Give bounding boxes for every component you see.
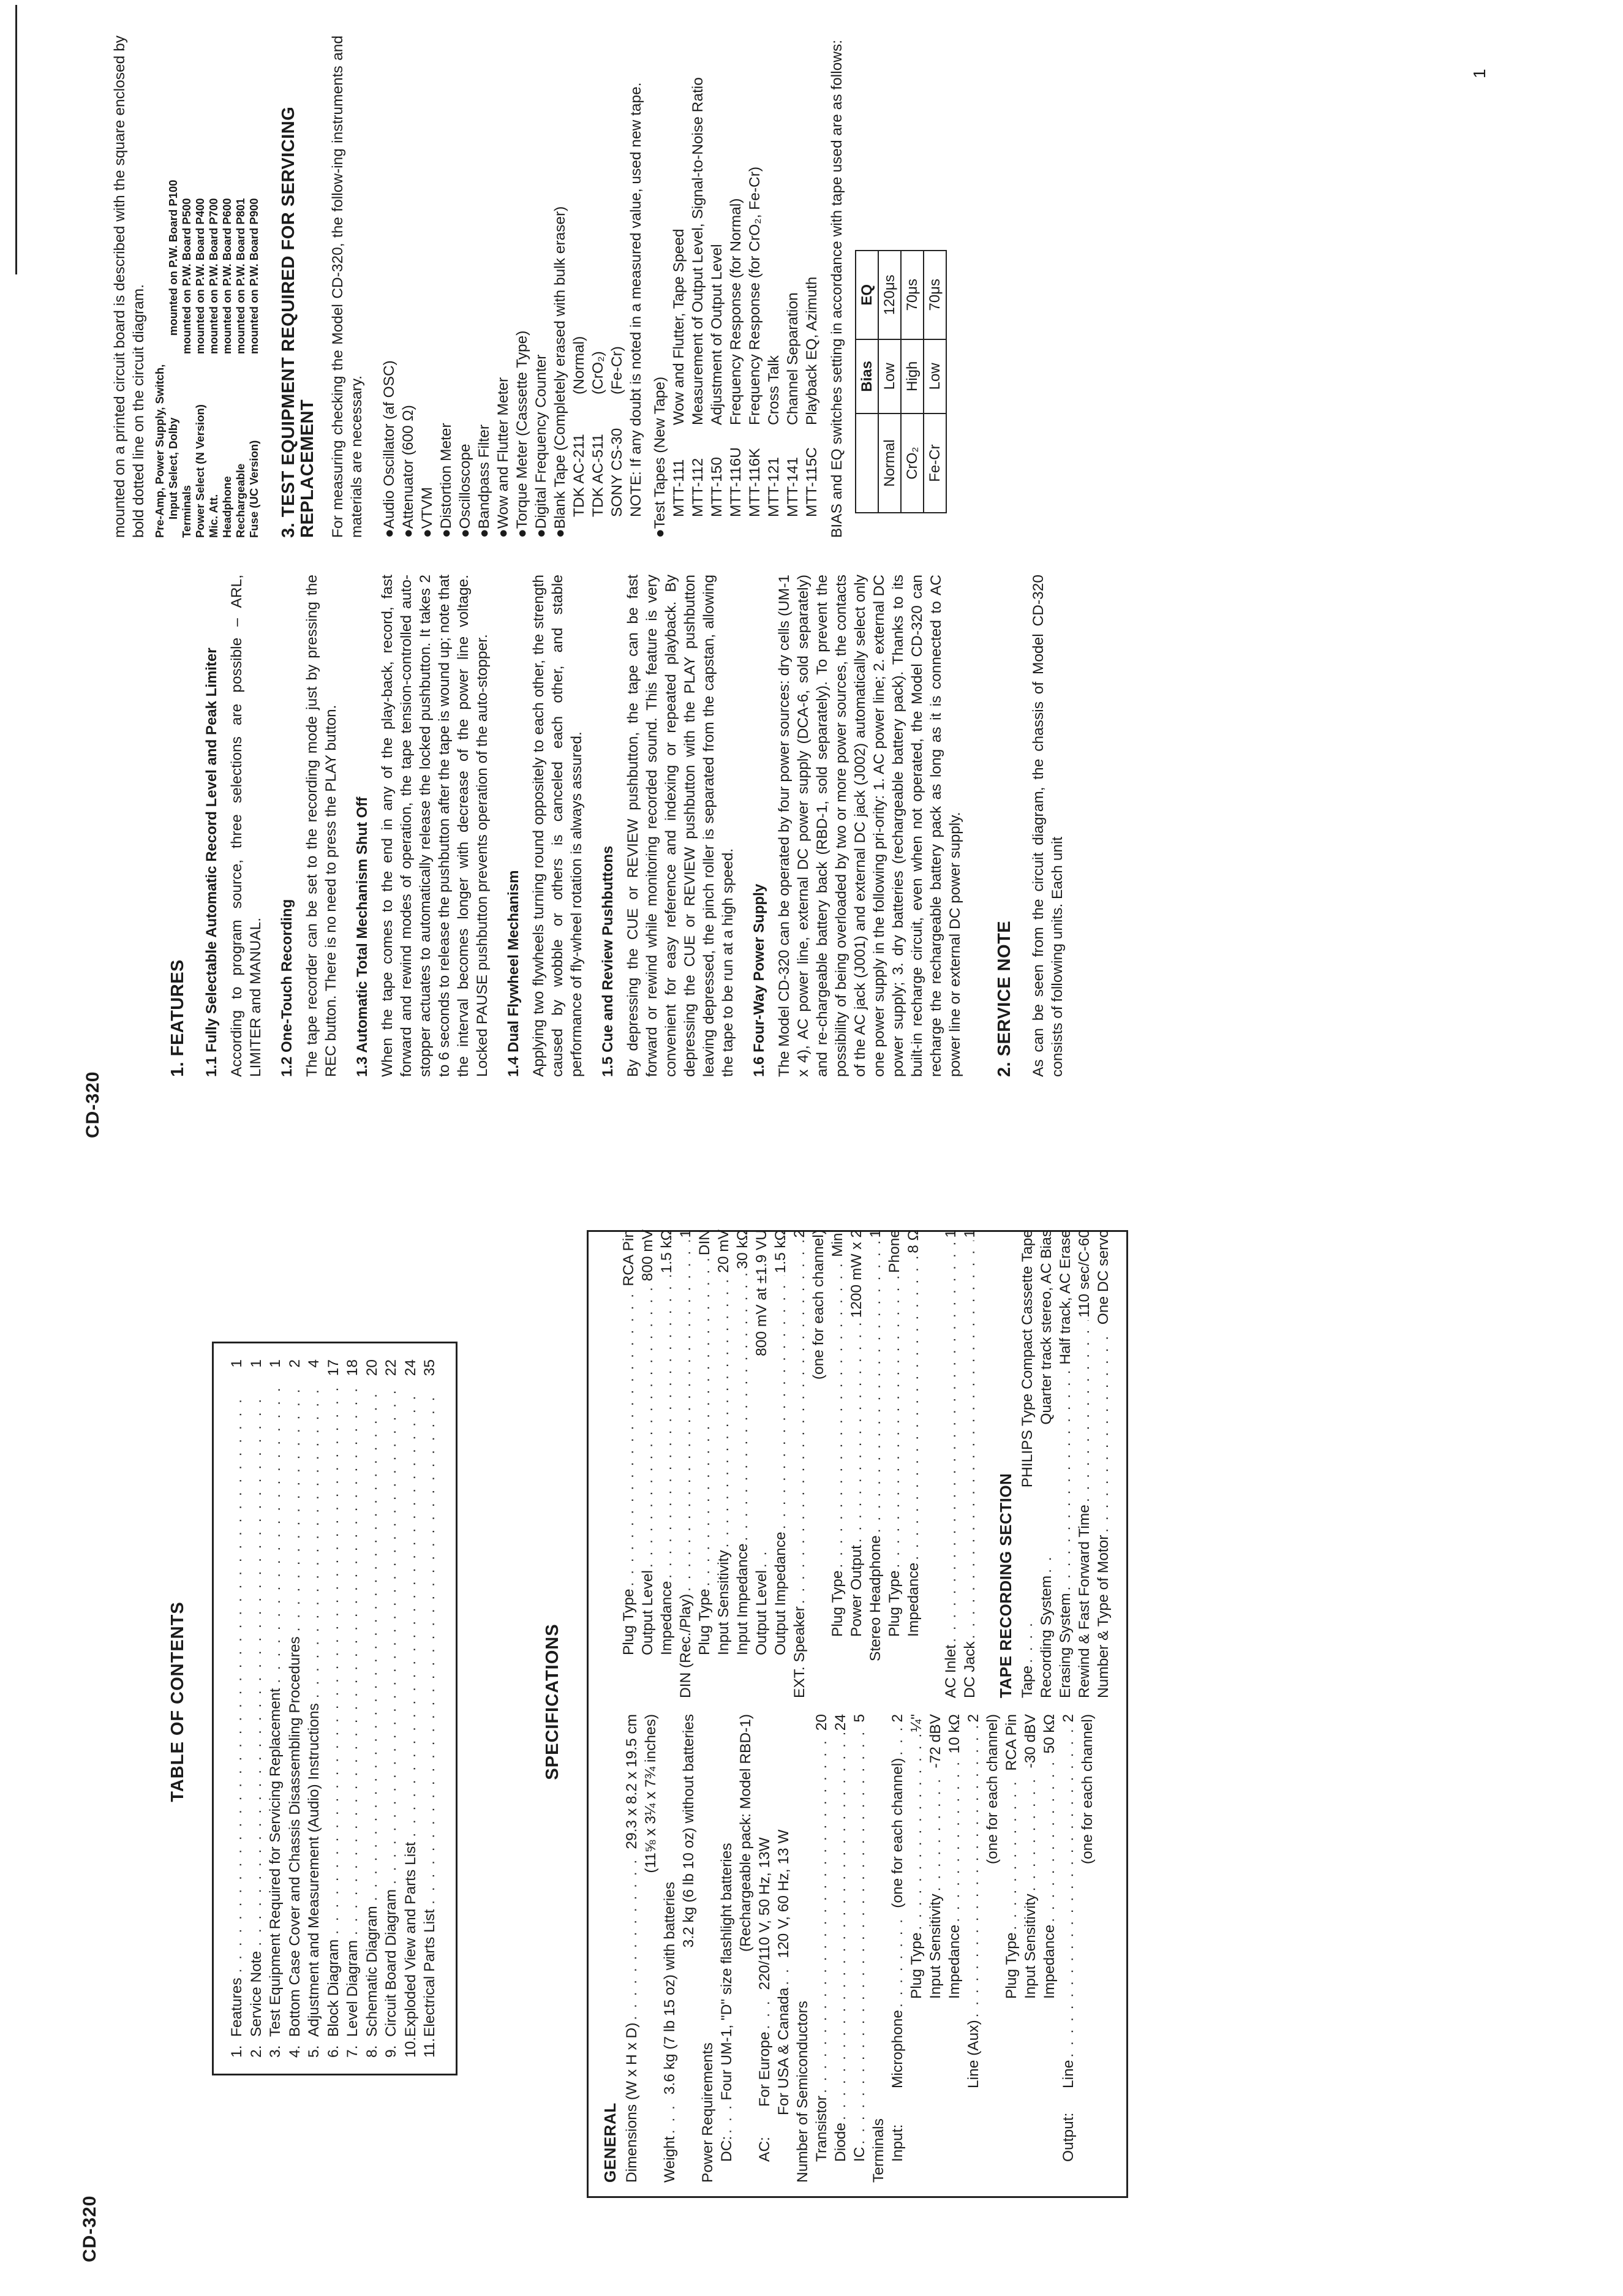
spec-erase-value: Half track, AC Erase xyxy=(1056,1229,1074,1365)
spec-headphone-label: Stereo Headphone xyxy=(867,1535,884,1661)
spec-din-out-imp-label: Output Impedance xyxy=(772,1531,789,1655)
spec-r-plug-label: Plug Type xyxy=(620,1588,637,1655)
board-value: mounted on P.W. Board P500 xyxy=(180,198,193,354)
feature-3-text: When the tape comes to the end in any of the play-back, record, fast forward and rewind modes of operation, the tape tension-controlled auto-stopper actuates to automatically release the locked pushbutton. It takes 2 to 6 seconds to release the pushbutton after the tape is wound up; note that the interval becomes longer with decrease of the power line voltage. Locked PAUSE pushbutton prevents operation of the auto-stopper. xyxy=(379,575,491,1077)
table-cell: 120μs xyxy=(878,251,901,339)
test-equipment-intro: For measuring checking the Model CD-320, the follow-ing instruments and materials are necessary. xyxy=(329,36,365,538)
spec-rewind-value: 110 sec/C-60 xyxy=(1075,1229,1093,1318)
model-label-left: CD-320 xyxy=(80,2195,100,2262)
spec-dc-value: Four UM-1, "D" size flashlight batteries xyxy=(718,1843,735,2101)
spec-aux-plug: RCA Pin xyxy=(1003,1714,1020,1771)
spec-aux-label: Line (Aux) xyxy=(965,2020,982,2088)
toc-item-page: 4 xyxy=(306,1359,322,1368)
feature-1-text: According to program source, three selections are possible – ARL, LIMITER and MANUAL. xyxy=(228,575,264,1077)
spec-ic-value: 5 xyxy=(851,1714,868,1723)
spec-general-heading: GENERAL xyxy=(600,2102,619,2183)
service-note-text-2: mounted on a printed circuit board is described with the square enclosed by bold dotted line on the circuit diagram. xyxy=(111,36,147,538)
spec-erase-label: Erasing System xyxy=(1056,1593,1074,1698)
blank-tape-row xyxy=(608,36,627,517)
toc-item xyxy=(324,1359,344,2058)
toc-leader xyxy=(324,1389,343,1935)
feature-6-heading: 1.6 Four-Way Power Supply xyxy=(751,883,767,1077)
spec-line-note: (one for each channel) xyxy=(1079,1714,1096,1865)
toc-item-number: 7. xyxy=(344,2045,361,2058)
test-tape-row xyxy=(802,36,821,517)
board-list xyxy=(153,36,261,538)
test-tape-row xyxy=(726,36,745,517)
spec-speaker-count: 2 xyxy=(791,1229,808,1238)
spec-ac-us-value: 120 V, 60 Hz, 13 W xyxy=(775,1829,792,1958)
spec-line-label: Line xyxy=(1060,2060,1077,2088)
page-number: 1 xyxy=(1470,69,1489,78)
specs-left xyxy=(598,1714,1113,2183)
toc-item-label: Adjustment and Measurement (Audio) Instructions xyxy=(306,1703,322,2037)
toc-item xyxy=(401,1359,421,2058)
spec-aux-count: 2 xyxy=(965,1714,982,1723)
spec-speaker-label: EXT. Speaker xyxy=(791,1606,808,1698)
toc-item-number: 9. xyxy=(383,2045,399,2058)
test-tape-desc: Measurement of Output Level, Signal-to-Noise Ratio xyxy=(690,77,706,425)
toc-item-label: Test Equipment Required for Servicing Replacement xyxy=(267,1688,284,2037)
spec-tape-label: Tape xyxy=(1019,1665,1036,1698)
board-value: mounted on P.W. Board P400 xyxy=(194,198,206,354)
spec-headphone-count: 1 xyxy=(867,1229,884,1238)
spec-aux-sens-label: Input Sensitivity xyxy=(1022,1894,1039,1999)
toc-leader xyxy=(343,1389,362,1935)
spec-din-level: 800 mV at ±1.9 VU xyxy=(753,1229,770,1356)
test-tape-row xyxy=(688,36,707,517)
toc-item-number: 10. xyxy=(402,2036,419,2058)
blank-tape-row xyxy=(589,36,608,517)
spec-ac-inlet: 1 xyxy=(942,1229,959,1238)
spec-transistor-value: 20 xyxy=(813,1714,830,1731)
spec-weight-value-2: 3.2 kg (6 lb 10 oz) without batteries xyxy=(680,1714,697,1948)
features-column xyxy=(168,575,1072,1077)
spec-din-level-label: Output Level xyxy=(753,1570,770,1655)
toc-item-label: Block Diagram xyxy=(325,1939,342,2037)
board-value: mounted on P.W. Board P700 xyxy=(207,198,220,354)
table-cell: 70μs xyxy=(901,251,924,339)
toc-item-page: 20 xyxy=(363,1359,380,1376)
toc-item-page: 24 xyxy=(402,1359,419,1376)
table-cell: 70μs xyxy=(924,251,946,339)
test-tape-desc: Wow and Flutter, Tape Speed xyxy=(671,228,687,425)
test-tape-row xyxy=(745,36,764,517)
spec-dc-jack: 1 xyxy=(961,1229,978,1238)
spec-din-in-imp-label: Input Impedance xyxy=(734,1543,751,1655)
toc-leader xyxy=(304,1389,323,1698)
top-rule xyxy=(15,5,17,274)
table-cell: High xyxy=(901,339,924,414)
board-row xyxy=(180,36,194,538)
toc-item-label: Service Note xyxy=(247,1950,265,2037)
test-tape-code: MTT-116K xyxy=(747,448,763,517)
toc-item-label: Level Diagram xyxy=(344,1940,361,2037)
spec-diode-value: 24 xyxy=(832,1714,849,1731)
service-column xyxy=(110,36,947,538)
left-column xyxy=(168,1206,1128,2198)
service-note-title: 2. SERVICE NOTE xyxy=(995,920,1014,1077)
board-value: mounted on P.W. Board P600 xyxy=(220,198,233,354)
spec-transistor-label: Transistor xyxy=(813,2095,830,2162)
spec-r-level-label: Output Level xyxy=(639,1570,656,1655)
blank-tape-code: TDK AC-211 xyxy=(571,434,587,517)
toc-item-number: 11. xyxy=(421,2037,438,2058)
spec-ic-label: IC xyxy=(851,2147,868,2162)
toc-list xyxy=(227,1359,440,2058)
spec-mic-imp-label: Impedance xyxy=(946,1924,963,1999)
feature-3-heading: 1.3 Automatic Total Mechanism Shut Off xyxy=(354,796,371,1077)
test-tape-code: MTT-111 xyxy=(671,459,687,517)
test-tape-desc: Playback EQ, Azimuth xyxy=(804,276,820,425)
equipment-item: ●Attenuator (600 Ω) xyxy=(400,405,416,538)
spec-tape-value: PHILIPS Type Compact Cassette Tape xyxy=(1019,1229,1036,1488)
toc-item-label: Schematic Diagram xyxy=(363,1906,380,2037)
spec-din-count: 1 xyxy=(677,1229,694,1238)
spec-mic-sens: -72 dBV xyxy=(927,1714,944,1769)
bias-eq-table xyxy=(855,250,947,513)
table-row xyxy=(924,251,946,513)
spec-r-plug: RCA Pin xyxy=(620,1229,637,1286)
spec-line-count: 2 xyxy=(1060,1714,1077,1723)
board-row xyxy=(207,36,220,538)
equipment-item: ●Bandpass Filter xyxy=(476,424,492,538)
bias-note: BIAS and EQ switches setting in accordance with tape used are as follows: xyxy=(829,39,845,538)
toc-item-page: 22 xyxy=(383,1359,399,1376)
toc-item-number: 5. xyxy=(306,2045,322,2058)
test-tape-code: MTT-116U xyxy=(728,447,744,517)
test-tape-desc: Cross Talk xyxy=(766,355,782,425)
blank-tape-list xyxy=(570,36,627,538)
specs-right xyxy=(598,1229,1113,1698)
test-tape-desc: Channel Separation xyxy=(785,292,801,425)
toc-item-page: 17 xyxy=(325,1359,342,1376)
model-label-right: CD-320 xyxy=(83,1071,103,1138)
board-label: Power Select (N Version) xyxy=(194,404,206,538)
board-label: Fuse (UC Version) xyxy=(247,440,260,538)
feature-4-heading: 1.4 Dual Flywheel Mechanism xyxy=(505,870,522,1077)
toc-item-number: 3. xyxy=(267,2045,284,2058)
spec-dc-jack-label: DC Jack xyxy=(961,1641,978,1698)
table-cell: Fe-Cr xyxy=(924,414,946,513)
toc-leader xyxy=(401,1389,420,1837)
toc-item-page: 2 xyxy=(286,1359,303,1368)
toc-item xyxy=(343,1359,363,2058)
toc-leader xyxy=(227,1389,246,1973)
spec-dc-label: DC: xyxy=(718,2136,735,2162)
toc-item-number: 6. xyxy=(325,2045,342,2058)
equipment-item: ●Wow and Flutter Meter xyxy=(495,377,511,538)
table-cell: Normal xyxy=(878,414,901,513)
spec-dc-value-2: (Rechargeable pack: Model RBD-1) xyxy=(737,1714,754,1952)
toc-leader xyxy=(285,1389,304,1631)
test-tape-row xyxy=(783,36,802,517)
equipment-item: ●VTVM xyxy=(419,487,435,538)
spec-ac-label: AC: xyxy=(756,2137,773,2162)
table-header-cell: Bias xyxy=(856,339,878,414)
spec-ac-inlet-label: AC Inlet xyxy=(942,1644,959,1698)
table-header-cell xyxy=(856,414,878,513)
specs-box xyxy=(587,1230,1128,2198)
features-title: 1. FEATURES xyxy=(168,959,187,1077)
feature-5-text: By depressing the CUE or REVIEW pushbutton, the tape can be fast forward or rewind while monitoring recorded sound. This feature is very convenient for easy reference and indexing or repeated playback. By depressing the CUE or REVIEW pushbutton with the PLAY pushbutton leaving depressed, the pinch roller is separated from the capstan, allowing the tape to be run at a high speed. xyxy=(625,575,736,1077)
toc-leader xyxy=(420,1389,439,1905)
spec-dim-value: 29.3 x 8.2 x 19.5 cm xyxy=(623,1714,640,1849)
toc-item xyxy=(247,1359,266,2058)
table-header-cell: EQ xyxy=(856,251,878,339)
spec-headphone-imp: 8 Ω xyxy=(905,1229,922,1253)
feature-5-heading: 1.5 Cue and Review Pushbuttons xyxy=(600,845,616,1077)
board-value: mounted on P.W. Board P801 xyxy=(234,198,247,354)
toc-item xyxy=(304,1359,324,2058)
spec-tape-heading: TAPE RECORDING SECTION xyxy=(996,1473,1015,1698)
specs-title: SPECIFICATIONS xyxy=(542,1623,562,1780)
toc-item-page: 1 xyxy=(247,1359,265,1368)
toc-item xyxy=(363,1359,382,2058)
spec-rec-sys-label: Recording System xyxy=(1037,1575,1055,1698)
spec-aux-note: (one for each channel) xyxy=(984,1714,1001,1865)
toc-item-label: Features xyxy=(228,1977,245,2037)
table-cell: Low xyxy=(924,339,946,414)
equipment-item: ●Torque Meter (Cassette Type) xyxy=(514,330,530,538)
test-tape-code: MTT-112 xyxy=(690,458,706,517)
toc-item-number: 2. xyxy=(247,2045,265,2058)
toc-box xyxy=(212,1342,458,2075)
test-tape-row xyxy=(669,36,688,517)
spec-speaker-note: (one for each channel) xyxy=(810,1229,827,1380)
spec-motor-value: One DC servo xyxy=(1094,1229,1112,1325)
blank-tape-type: (Normal) xyxy=(571,336,587,395)
board-label: Rechargeable xyxy=(234,463,247,538)
toc-item xyxy=(266,1359,285,2058)
table-body xyxy=(878,251,946,513)
toc-item xyxy=(420,1359,440,2058)
spec-r-imp-label: Impedance xyxy=(658,1580,675,1655)
blank-tape-code: SONY CS-30 xyxy=(609,428,625,517)
test-tape-row xyxy=(764,36,783,517)
spec-din-plug: DIN xyxy=(696,1229,713,1256)
blank-tape-type: (CrO₂) xyxy=(590,351,606,395)
toc-leader xyxy=(247,1389,266,1946)
table-header-row xyxy=(856,251,878,513)
blank-tape-code: TDK AC-511 xyxy=(590,434,606,517)
spec-speaker-plug-label: Plug Type xyxy=(829,1570,846,1637)
test-tape-desc: Frequency Response (for CrO₂, Fe-Cr) xyxy=(747,166,763,425)
test-tape-desc: Adjustment of Output Level xyxy=(709,244,725,425)
spec-weight-value: 3.6 kg (7 lb 15 oz) with batteries xyxy=(661,1881,678,2095)
toc-item-label: Bottom Case Cover and Chassis Disassembling Procedures xyxy=(286,1636,303,2037)
spec-input-label: Input: xyxy=(889,2124,906,2162)
spec-speaker-plug: Mini xyxy=(829,1229,846,1257)
toc-item-label: Electrical Parts List xyxy=(421,1909,438,2037)
spec-speaker-power-label: Power Output xyxy=(848,1545,865,1637)
spec-aux-sens: -30 dBV xyxy=(1022,1714,1039,1769)
feature-6-text: The Model CD-320 can be operated by four power sources: dry cells (UM-1 x 4), AC power line, external DC power supply (DCA-6, sold separately) and re-chargeable battery back (RBD-1, sold separately). To prevent the possibility of being overloaded by two or more power sources, the contacts of the AC jack (J001) and external DC jack (J002) automatically select only one power supply in the following pri-ority: 1. AC power line; 2. external DC power supply; 3. dry batteries (rechargeable battery pack). Thanks to its built-in recharge circuit, even when not operated, the Model CD-320 can recharge the rechargeable battery pack as long as it is connected to AC power line or external DC power supply. xyxy=(776,575,963,1077)
spec-din-label: DIN (Rec./Play) xyxy=(677,1593,694,1698)
spec-dim-value-2: (11⅝ x 3¼ x 7¾ inches) xyxy=(642,1714,659,1873)
spec-headphone-plug-label: Plug Type xyxy=(886,1570,903,1637)
spec-terminals-heading: Terminals xyxy=(870,2118,887,2183)
test-tape-code: MTT-150 xyxy=(709,456,725,517)
equipment-item: ●Distortion Meter xyxy=(438,423,454,538)
spec-semi-heading: Number of Semiconductors xyxy=(794,2001,811,2183)
spec-headphone-plug: Phone xyxy=(886,1229,903,1273)
test-tape-code: MTT-115C xyxy=(804,447,820,517)
toc-item-label: Circuit Board Diagram xyxy=(383,1889,399,2037)
equipment-item: ●Oscilloscope xyxy=(457,444,473,538)
table-row xyxy=(901,251,924,513)
spec-headphone-imp-label: Impedance xyxy=(905,1562,922,1637)
test-equipment-note: NOTE: If any doubt is noted in a measured value, used new tape. xyxy=(628,82,644,517)
spec-output-label: Output: xyxy=(1060,2112,1077,2162)
toc-item xyxy=(285,1359,305,2058)
board-label: Terminals xyxy=(180,485,193,538)
board-row xyxy=(234,36,247,538)
spec-mic-imp: 10 kΩ xyxy=(946,1714,963,1754)
board-row xyxy=(153,36,167,538)
spec-rec-sys-value: Quarter track stereo, AC Bias xyxy=(1037,1229,1055,1425)
spec-speaker-power: 1200 mW x 2 xyxy=(848,1229,865,1318)
spec-power-heading: Power Requirements xyxy=(699,2042,716,2183)
spec-ac-eu-value: 220/110 V, 50 Hz, 13W xyxy=(756,1837,773,1990)
spec-din-plug-label: Plug Type xyxy=(696,1588,713,1655)
board-value: mounted on P.W. Board P100 xyxy=(167,179,179,336)
table-row xyxy=(878,251,901,513)
spec-din-sens: 20 mV xyxy=(715,1229,732,1273)
test-tape-code: MTT-141 xyxy=(785,456,801,517)
toc-leader xyxy=(382,1389,401,1884)
board-label: Pre-Amp, Power Supply, Switch, xyxy=(153,364,166,538)
toc-item-page: 1 xyxy=(228,1359,245,1368)
blank-tape-row xyxy=(570,36,589,517)
equipment-item: ●Digital Frequency Counter xyxy=(533,354,549,538)
spec-mic-plug-label: Plug Type xyxy=(908,1932,925,1999)
board-value: mounted on P.W. Board P900 xyxy=(247,198,260,354)
table-cell: Low xyxy=(878,339,901,414)
equipment-list xyxy=(380,36,570,538)
test-tape-desc: Frequency Response (for Normal) xyxy=(728,198,744,425)
toc-item-number: 1. xyxy=(228,2045,245,2058)
spec-din-sens-label: Input Sensitivity xyxy=(715,1550,732,1655)
board-row xyxy=(194,36,207,538)
spec-diode-label: Diode xyxy=(832,2122,849,2162)
feature-2-heading: 1.2 One-Touch Recording xyxy=(279,899,295,1077)
board-row xyxy=(167,36,180,538)
spec-motor-label: Number & Type of Motor xyxy=(1094,1535,1112,1698)
spec-aux-plug-label: Plug Type xyxy=(1003,1932,1020,1999)
spec-din-out-imp: 1.5 kΩ xyxy=(772,1229,789,1274)
equipment-item: ●Audio Oscillator (af OSC) xyxy=(381,360,397,538)
spec-weight-label: Weight xyxy=(661,2136,678,2183)
spec-mic-count: 2 xyxy=(889,1714,906,1723)
spec-r-level: 800 mV xyxy=(639,1229,656,1282)
spec-mic-note: (one for each channel) xyxy=(889,1758,906,1908)
spec-din-in-imp: 30 kΩ xyxy=(734,1229,751,1269)
spec-rewind-label: Rewind & Fast Forward Time xyxy=(1075,1505,1093,1698)
spec-mic-label: Microphone xyxy=(889,2009,906,2088)
blank-tape-type: (Fe-Cr) xyxy=(609,346,625,395)
toc-item-label: Exploded View and Parts List xyxy=(402,1841,419,2037)
spec-ac-eu-label: For Europe xyxy=(756,2031,773,2107)
toc-item-page: 1 xyxy=(267,1359,284,1368)
toc-leader xyxy=(363,1389,382,1901)
toc-item xyxy=(382,1359,401,2058)
spec-mic-plug: ¼" xyxy=(908,1714,925,1732)
board-row xyxy=(220,36,234,538)
board-row xyxy=(247,36,261,538)
test-tape-row xyxy=(707,36,726,517)
spec-mic-sens-label: Input Sensitivity xyxy=(927,1894,944,1999)
spec-ac-us-label: For USA & Canada xyxy=(775,1987,792,2115)
service-note-text-1: As can be seen from the circuit diagram, the chassis of Model CD-320 consists of following units. Each unit xyxy=(1030,575,1066,1077)
board-label: Mic. Att. xyxy=(207,494,220,538)
test-tape-list xyxy=(669,36,821,538)
spec-aux-imp: 50 kΩ xyxy=(1041,1714,1058,1754)
toc-leader xyxy=(266,1389,285,1683)
toc-title: TABLE OF CONTENTS xyxy=(168,1601,187,1802)
table-cell: CrO₂ xyxy=(901,414,924,513)
test-tapes-heading: ●Test Tapes (New Tape) xyxy=(652,376,668,538)
toc-item-page: 18 xyxy=(344,1359,361,1376)
test-equipment-title: 3. TEST EQUIPMENT REQUIRED FOR SERVICING REPLACEMENT xyxy=(279,106,317,538)
spec-dim-label: Dimensions (W x H x D) xyxy=(623,2022,640,2183)
toc-item-number: 8. xyxy=(363,2045,380,2058)
test-tape-code: MTT-121 xyxy=(766,456,782,517)
equipment-item: ●Blank Tape (Completely erased with bulk eraser) xyxy=(552,206,568,538)
board-label: Headphone xyxy=(220,476,233,538)
spec-r-imp: 1.5 kΩ xyxy=(658,1229,675,1274)
spec-aux-imp-label: Impedance xyxy=(1041,1924,1058,1999)
toc-item-number: 4. xyxy=(286,2045,303,2058)
feature-4-text: Applying two flywheels turning round oppositely to each other, the strength caused by wobble or others is canceled each other, and stable performance of fly-wheel rotation is always assured. xyxy=(530,575,585,1077)
feature-1-heading: 1.1 Fully Selectable Automatic Record Level and Peak Limiter xyxy=(203,648,220,1077)
feature-2-text: The tape recorder can be set to the recording mode just by pressing the REC button. There is no need to press the PLAY button. xyxy=(304,575,339,1077)
toc-item xyxy=(227,1359,247,2058)
board-label: Input Select, Dolby xyxy=(167,417,179,519)
toc-item-page: 35 xyxy=(421,1359,438,1376)
